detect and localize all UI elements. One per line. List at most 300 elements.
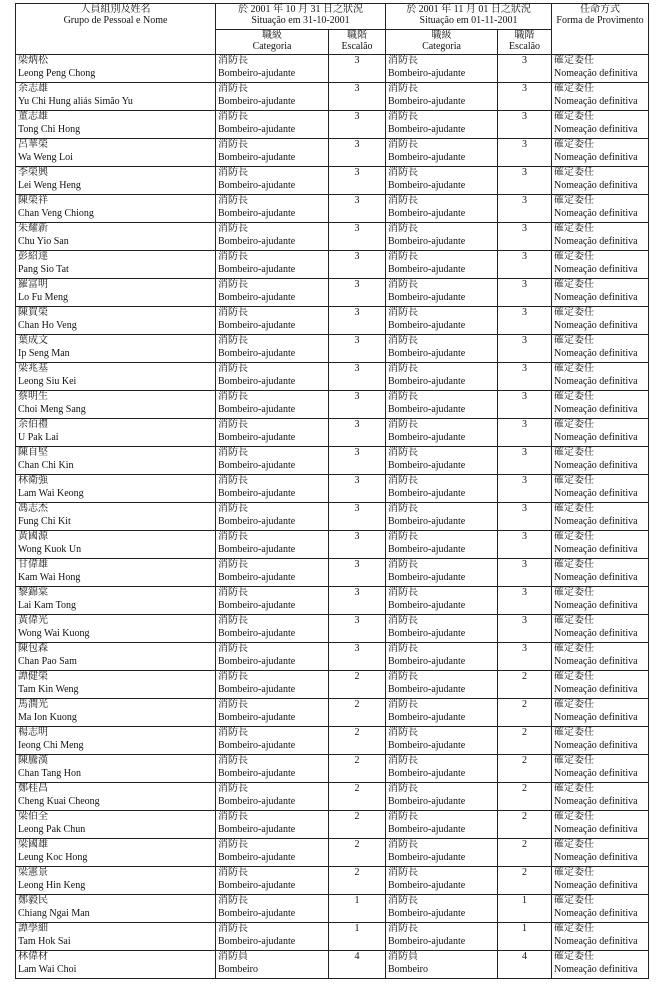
form-cell: [552, 531, 649, 559]
escalao-cell-oct: 3: [329, 587, 386, 615]
escalao-cell-oct: 3: [329, 223, 386, 251]
category-oct-zh: 消防長: [218, 559, 248, 570]
form-zh: 確定委任: [554, 811, 595, 822]
form-pt: Nomeação definitiva: [554, 543, 638, 555]
category-nov-zh: 消防長: [388, 83, 418, 94]
name-zh: 梁炳松: [18, 55, 48, 66]
form-pt: Nomeação definitiva: [554, 879, 638, 891]
category-oct-pt: Bombeiro-ajudante: [218, 515, 296, 527]
form-pt: Nomeação definitiva: [554, 123, 638, 135]
personnel-table: [15, 3, 649, 979]
category-nov-zh: 消防長: [388, 335, 418, 346]
escalao-header-2: [498, 30, 552, 55]
category-cell-nov: [386, 335, 498, 363]
table-row: [16, 643, 649, 671]
table-row: [16, 867, 649, 895]
category-oct-zh: 消防長: [218, 531, 248, 542]
form-zh: 確定委任: [554, 867, 595, 878]
person-name-cell: [16, 111, 216, 139]
category-nov-pt: Bombeiro-ajudante: [388, 571, 466, 583]
category-nov-pt: Bombeiro-ajudante: [388, 123, 466, 135]
name-zh: 余志雄: [18, 83, 48, 94]
category-oct-zh: 消防長: [218, 671, 248, 682]
form-pt: Nomeação definitiva: [554, 235, 638, 247]
escalao-cell-oct: 2: [329, 671, 386, 699]
category-oct-pt: Bombeiro-ajudante: [218, 123, 296, 135]
form-cell: [552, 755, 649, 783]
escalao-cell-oct: 3: [329, 167, 386, 195]
category-cell-nov: [386, 727, 498, 755]
situation1-pt: Situação em 31-10-2001: [251, 15, 350, 26]
category-nov-zh: 消防長: [388, 671, 418, 682]
table-row: [16, 699, 649, 727]
category-cell-oct: [216, 167, 329, 195]
escalao-cell-oct: 3: [329, 643, 386, 671]
form-cell: [552, 139, 649, 167]
category-nov-pt: Bombeiro-ajudante: [388, 795, 466, 807]
form-zh: 確定委任: [554, 923, 595, 934]
form-zh: 確定委任: [554, 475, 595, 486]
name-pt: Leong Peng Chong: [18, 67, 96, 79]
form-pt: Nomeação definitiva: [554, 263, 638, 275]
category-nov-pt: Bombeiro-ajudante: [388, 459, 466, 471]
table-row: [16, 223, 649, 251]
person-name-cell: [16, 727, 216, 755]
situation1-zh: 於 2001 年 10 月 31 日之狀況: [238, 4, 363, 15]
category-oct-pt: Bombeiro-ajudante: [218, 851, 296, 863]
category-nov-pt: Bombeiro-ajudante: [388, 403, 466, 415]
name-zh: 譚健榮: [18, 671, 48, 682]
category-oct-zh: 消防長: [218, 363, 248, 374]
form-zh: 確定委任: [554, 83, 595, 94]
category-header-1: [216, 30, 329, 55]
form-pt: Nomeação definitiva: [554, 95, 638, 107]
table-row: [16, 475, 649, 503]
category-cell-nov: [386, 167, 498, 195]
category-cell-oct: [216, 727, 329, 755]
category-oct-pt: Bombeiro-ajudante: [218, 263, 296, 275]
category-oct-pt: Bombeiro-ajudante: [218, 67, 296, 79]
category-nov-pt: Bombeiro-ajudante: [388, 151, 466, 163]
category-cell-oct: [216, 111, 329, 139]
person-name-cell: [16, 783, 216, 811]
category-cell-oct: [216, 951, 329, 979]
escalao-cell-nov: 3: [498, 55, 552, 83]
name-pt: Fung Chi Kit: [18, 515, 71, 527]
name-pt: Cheng Kuai Cheong: [18, 795, 100, 807]
name-pt: Chan Tang Hon: [18, 767, 81, 779]
category-oct-pt: Bombeiro-ajudante: [218, 179, 296, 191]
name-zh: 黃偉光: [18, 615, 48, 626]
form-zh: 確定委任: [554, 615, 595, 626]
category-oct-zh: 消防長: [218, 223, 248, 234]
form-cell: [552, 587, 649, 615]
escalao-cell-oct: 3: [329, 251, 386, 279]
escalao-cell-nov: 3: [498, 531, 552, 559]
name-pt: Wong Wai Kuong: [18, 627, 90, 639]
form-zh: 確定委任: [554, 727, 595, 738]
name-zh: 陳榮祥: [18, 195, 48, 206]
category-cell-oct: [216, 923, 329, 951]
category-cell-nov: [386, 671, 498, 699]
escalao-cell-oct: 2: [329, 783, 386, 811]
form-zh: 確定委任: [554, 503, 595, 514]
escalao-cell-nov: 1: [498, 923, 552, 951]
person-name-cell: [16, 223, 216, 251]
category-cell-nov: [386, 251, 498, 279]
form-cell: [552, 223, 649, 251]
escalao-cell-oct: 3: [329, 111, 386, 139]
name-zh: 馬潤光: [18, 699, 48, 710]
escalao-cell-oct: 2: [329, 867, 386, 895]
form-zh: 確定委任: [554, 363, 595, 374]
escalao-cell-oct: 4: [329, 951, 386, 979]
form-zh: 確定委任: [554, 111, 595, 122]
category-oct-zh: 消防長: [218, 167, 248, 178]
table-row: [16, 783, 649, 811]
escalao-cell-oct: 3: [329, 55, 386, 83]
person-name-cell: [16, 83, 216, 111]
category-oct-zh: 消防長: [218, 195, 248, 206]
form-cell: [552, 839, 649, 867]
category-nov-pt: Bombeiro-ajudante: [388, 375, 466, 387]
category-cell-oct: [216, 867, 329, 895]
category-oct-zh: 消防長: [218, 699, 248, 710]
category-oct-zh: 消防長: [218, 643, 248, 654]
table-row: [16, 587, 649, 615]
escalao-cell-nov: 2: [498, 755, 552, 783]
form-zh: 確定委任: [554, 419, 595, 430]
form-zh: 確定委任: [554, 307, 595, 318]
form-cell: [552, 419, 649, 447]
name-pt: Leong Hin Keng: [18, 879, 86, 891]
category-oct-zh: 消防長: [218, 279, 248, 290]
name-pt: Leong Pak Chun: [18, 823, 86, 835]
category-cell-oct: [216, 699, 329, 727]
name-zh: 梁憲景: [18, 867, 48, 878]
category-nov-zh: 消防長: [388, 251, 418, 262]
form-zh: 確定委任: [554, 755, 595, 766]
form-cell: [552, 951, 649, 979]
category-header-1-zh: 職級: [262, 30, 282, 41]
category-nov-zh: 消防長: [388, 391, 418, 402]
name-pt: Wa Weng Loi: [18, 151, 73, 163]
category-nov-pt: Bombeiro-ajudante: [388, 431, 466, 443]
category-cell-oct: [216, 755, 329, 783]
category-nov-zh: 消防長: [388, 699, 418, 710]
person-name-cell: [16, 839, 216, 867]
category-nov-pt: Bombeiro-ajudante: [388, 711, 466, 723]
category-oct-zh: 消防長: [218, 391, 248, 402]
category-cell-nov: [386, 895, 498, 923]
escalao-cell-oct: 3: [329, 83, 386, 111]
form-pt: Nomeação definitiva: [554, 151, 638, 163]
category-nov-pt: Bombeiro-ajudante: [388, 291, 466, 303]
category-cell-nov: [386, 811, 498, 839]
name-zh: 李榮興: [18, 167, 48, 178]
form-zh: 確定委任: [554, 643, 595, 654]
person-name-cell: [16, 699, 216, 727]
escalao-cell-oct: 3: [329, 335, 386, 363]
category-nov-pt: Bombeiro-ajudante: [388, 683, 466, 695]
escalao-header-2-pt: Escalão: [508, 41, 541, 52]
category-nov-pt: Bombeiro-ajudante: [388, 235, 466, 247]
category-oct-pt: Bombeiro-ajudante: [218, 375, 296, 387]
category-oct-pt: Bombeiro-ajudante: [218, 207, 296, 219]
name-pt: Leong Siu Kei: [18, 375, 77, 387]
form-cell: [552, 923, 649, 951]
category-oct-pt: Bombeiro-ajudante: [218, 907, 296, 919]
category-cell-nov: [386, 307, 498, 335]
category-nov-zh: 消防長: [388, 839, 418, 850]
escalao-cell-nov: 2: [498, 699, 552, 727]
name-zh: 鄭毅民: [18, 895, 48, 906]
form-zh: 確定委任: [554, 671, 595, 682]
person-name-cell: [16, 587, 216, 615]
person-name-cell: [16, 671, 216, 699]
name-pt: Lai Kam Tong: [18, 599, 76, 611]
category-nov-pt: Bombeiro-ajudante: [388, 319, 466, 331]
category-oct-pt: Bombeiro-ajudante: [218, 291, 296, 303]
category-oct-pt: Bombeiro-ajudante: [218, 571, 296, 583]
table-row: [16, 307, 649, 335]
category-cell-oct: [216, 139, 329, 167]
category-nov-zh: 消防長: [388, 55, 418, 66]
form-cell: [552, 727, 649, 755]
category-oct-pt: Bombeiro-ajudante: [218, 879, 296, 891]
category-cell-oct: [216, 587, 329, 615]
escalao-cell-oct: 3: [329, 195, 386, 223]
category-cell-nov: [386, 391, 498, 419]
person-name-cell: [16, 419, 216, 447]
form-cell: [552, 307, 649, 335]
category-header-2: [386, 30, 498, 55]
form-zh: 確定委任: [554, 223, 595, 234]
category-header-2-pt: Categoria: [422, 41, 461, 52]
category-cell-oct: [216, 783, 329, 811]
category-cell-nov: [386, 923, 498, 951]
category-nov-pt: Bombeiro-ajudante: [388, 515, 466, 527]
category-oct-pt: Bombeiro-ajudante: [218, 431, 296, 443]
name-pt: Lam Wai Keong: [18, 487, 84, 499]
category-oct-zh: 消防長: [218, 727, 248, 738]
category-oct-pt: Bombeiro-ajudante: [218, 795, 296, 807]
person-name-cell: [16, 307, 216, 335]
escalao-cell-oct: 3: [329, 615, 386, 643]
form-pt: Nomeação definitiva: [554, 207, 638, 219]
category-oct-pt: Bombeiro-ajudante: [218, 347, 296, 359]
category-cell-oct: [216, 475, 329, 503]
form-cell: [552, 195, 649, 223]
escalao-cell-oct: 3: [329, 391, 386, 419]
category-cell-nov: [386, 419, 498, 447]
form-pt: Nomeação definitiva: [554, 179, 638, 191]
escalao-cell-nov: 2: [498, 839, 552, 867]
category-oct-pt: Bombeiro-ajudante: [218, 655, 296, 667]
category-nov-zh: 消防長: [388, 783, 418, 794]
category-nov-zh: 消防長: [388, 503, 418, 514]
escalao-header-1-pt: Escalão: [341, 41, 373, 52]
form-header-pt: Forma de Provimento: [556, 15, 644, 26]
category-oct-pt: Bombeiro-ajudante: [218, 683, 296, 695]
escalao-cell-nov: 3: [498, 559, 552, 587]
category-cell-oct: [216, 55, 329, 83]
category-nov-pt: Bombeiro-ajudante: [388, 179, 466, 191]
name-pt: Yu Chi Hung aliás Simão Yu: [18, 95, 133, 107]
form-pt: Nomeação definitiva: [554, 347, 638, 359]
category-nov-pt: Bombeiro-ajudante: [388, 739, 466, 751]
escalao-cell-nov: 3: [498, 447, 552, 475]
category-nov-zh: 消防長: [388, 167, 418, 178]
category-nov-pt: Bombeiro-ajudante: [388, 935, 466, 947]
form-cell: [552, 279, 649, 307]
form-pt: Nomeação definitiva: [554, 711, 638, 723]
escalao-cell-nov: 1: [498, 895, 552, 923]
category-cell-oct: [216, 531, 329, 559]
table-row: [16, 335, 649, 363]
category-oct-zh: 消防長: [218, 83, 248, 94]
name-zh: 余伯禮: [18, 419, 48, 430]
form-pt: Nomeação definitiva: [554, 683, 638, 695]
category-nov-zh: 消防長: [388, 279, 418, 290]
name-zh: 林衛強: [18, 475, 48, 486]
category-nov-pt: Bombeiro: [388, 963, 428, 975]
form-cell: [552, 167, 649, 195]
name-zh: 董志雄: [18, 111, 48, 122]
category-cell-nov: [386, 55, 498, 83]
category-oct-zh: 消防長: [218, 811, 248, 822]
table-row: [16, 503, 649, 531]
category-oct-zh: 消防員: [218, 951, 248, 962]
form-pt: Nomeação definitiva: [554, 935, 638, 947]
category-nov-pt: Bombeiro-ajudante: [388, 907, 466, 919]
form-zh: 確定委任: [554, 839, 595, 850]
category-nov-zh: 消防長: [388, 447, 418, 458]
category-oct-zh: 消防長: [218, 139, 248, 150]
name-pt: Chan Pao Sam: [18, 655, 77, 667]
escalao-cell-nov: 3: [498, 391, 552, 419]
table-row: [16, 951, 649, 979]
category-oct-pt: Bombeiro-ajudante: [218, 95, 296, 107]
form-zh: 確定委任: [554, 251, 595, 262]
form-pt: Nomeação definitiva: [554, 67, 638, 79]
person-name-cell: [16, 139, 216, 167]
name-zh: 甘偉雄: [18, 559, 48, 570]
name-pt: Chu Yio San: [18, 235, 69, 247]
name-zh: 譚學細: [18, 923, 48, 934]
category-oct-pt: Bombeiro-ajudante: [218, 543, 296, 555]
category-nov-zh: 消防長: [388, 111, 418, 122]
category-nov-zh: 消防長: [388, 643, 418, 654]
name-pt: Chan Veng Chiong: [18, 207, 94, 219]
form-pt: Nomeação definitiva: [554, 823, 638, 835]
category-oct-zh: 消防長: [218, 615, 248, 626]
category-cell-oct: [216, 559, 329, 587]
form-cell: [552, 643, 649, 671]
name-zh: 黃國源: [18, 531, 48, 542]
category-oct-pt: Bombeiro-ajudante: [218, 935, 296, 947]
escalao-cell-oct: 2: [329, 755, 386, 783]
table-row: [16, 895, 649, 923]
group-name-header: [16, 4, 216, 55]
name-pt: Kam Wai Hong: [18, 571, 81, 583]
category-cell-nov: [386, 447, 498, 475]
table-row: [16, 363, 649, 391]
category-oct-pt: Bombeiro-ajudante: [218, 151, 296, 163]
person-name-cell: [16, 251, 216, 279]
category-oct-pt: Bombeiro-ajudante: [218, 627, 296, 639]
category-cell-oct: [216, 839, 329, 867]
person-name-cell: [16, 195, 216, 223]
escalao-cell-nov: 2: [498, 727, 552, 755]
name-zh: 陳騰漢: [18, 755, 48, 766]
name-zh: 羅富明: [18, 279, 48, 290]
form-pt: Nomeação definitiva: [554, 571, 638, 583]
category-cell-nov: [386, 559, 498, 587]
escalao-cell-oct: 3: [329, 503, 386, 531]
name-zh: 蔡明生: [18, 391, 48, 402]
category-cell-oct: [216, 251, 329, 279]
category-nov-zh: 消防長: [388, 727, 418, 738]
category-nov-pt: Bombeiro-ajudante: [388, 599, 466, 611]
situation2-zh: 於 2001 年 11 月 01 日之狀況: [406, 4, 531, 15]
form-pt: Nomeação definitiva: [554, 375, 638, 387]
escalao-cell-oct: 3: [329, 447, 386, 475]
category-cell-nov: [386, 195, 498, 223]
name-zh: 馮志杰: [18, 503, 48, 514]
group-header-pt: Grupo de Pessoal e Nome: [63, 15, 168, 26]
escalao-cell-nov: 3: [498, 615, 552, 643]
name-zh: 呂華榮: [18, 139, 48, 150]
category-cell-oct: [216, 307, 329, 335]
person-name-cell: [16, 531, 216, 559]
category-oct-zh: 消防長: [218, 867, 248, 878]
form-cell: [552, 671, 649, 699]
category-cell-nov: [386, 615, 498, 643]
escalao-header-1-zh: 職階: [347, 30, 367, 41]
form-pt: Nomeação definitiva: [554, 655, 638, 667]
category-oct-pt: Bombeiro-ajudante: [218, 599, 296, 611]
name-pt: U Pak Lai: [18, 431, 59, 443]
form-cell: [552, 475, 649, 503]
category-cell-oct: [216, 83, 329, 111]
escalao-cell-nov: 3: [498, 587, 552, 615]
table-row: [16, 447, 649, 475]
category-cell-nov: [386, 755, 498, 783]
escalao-cell-oct: 3: [329, 279, 386, 307]
table-row: [16, 167, 649, 195]
category-oct-zh: 消防長: [218, 783, 248, 794]
category-cell-oct: [216, 335, 329, 363]
person-name-cell: [16, 867, 216, 895]
form-pt: Nomeação definitiva: [554, 291, 638, 303]
category-oct-pt: Bombeiro-ajudante: [218, 319, 296, 331]
category-cell-oct: [216, 811, 329, 839]
category-cell-oct: [216, 223, 329, 251]
escalao-cell-oct: 3: [329, 475, 386, 503]
category-oct-pt: Bombeiro-ajudante: [218, 739, 296, 751]
table-row: [16, 195, 649, 223]
table-row: [16, 531, 649, 559]
escalao-cell-oct: 3: [329, 531, 386, 559]
name-zh: 葉成文: [18, 335, 48, 346]
category-oct-zh: 消防長: [218, 111, 248, 122]
person-name-cell: [16, 279, 216, 307]
table-row: [16, 671, 649, 699]
category-nov-pt: Bombeiro-ajudante: [388, 67, 466, 79]
form-cell: [552, 867, 649, 895]
name-zh: 梁國雄: [18, 839, 48, 850]
